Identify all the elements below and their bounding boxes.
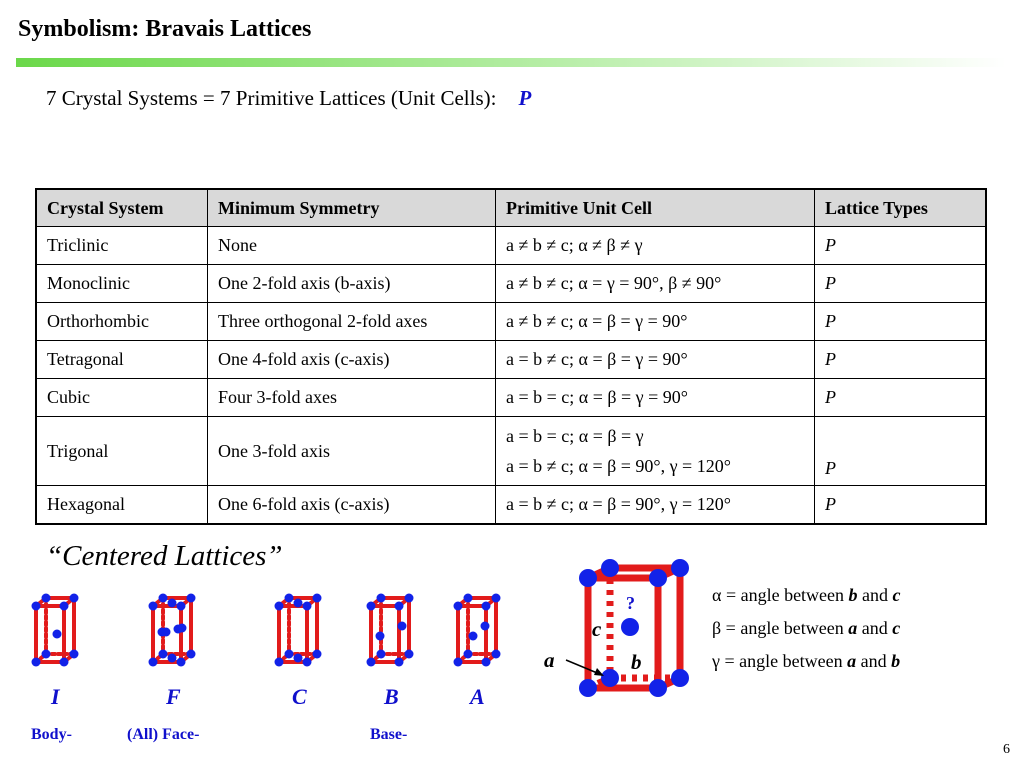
cell-system: Trigonal (36, 417, 208, 486)
label-B: B (384, 684, 399, 709)
cell-system: Triclinic (36, 227, 208, 265)
atom (303, 602, 312, 611)
atom (377, 594, 386, 603)
cell-symmetry: One 2-fold axis (b-axis) (208, 265, 496, 303)
atom (162, 628, 171, 637)
legend-greek: γ (712, 651, 720, 671)
caption-face: (All) Face- (127, 726, 200, 743)
cell-symmetry: One 6-fold axis (c-axis) (208, 486, 496, 525)
atom (482, 602, 491, 611)
atom (285, 650, 294, 659)
atom (294, 654, 303, 663)
atom (187, 650, 196, 659)
atom (42, 650, 51, 659)
label-A: A (470, 684, 485, 709)
cell-system: Hexagonal (36, 486, 208, 525)
atom (579, 569, 597, 587)
cell-unit-cell: a = b ≠ c; α = β = γ = 90° (496, 341, 815, 379)
cell-unit-cell: a ≠ b ≠ c; α = β = γ = 90° (496, 303, 815, 341)
cell-lattice-type: P (815, 265, 987, 303)
axis-label-b: b (631, 650, 642, 674)
atom (492, 594, 501, 603)
atom (601, 559, 619, 577)
atom (32, 658, 41, 667)
legend-beta: β = angle between a and c (712, 618, 901, 638)
atom (42, 594, 51, 603)
atom (313, 594, 322, 603)
header-lattice-types: Lattice Types (815, 189, 987, 227)
atom (174, 625, 183, 634)
slide-title: Symbolism: Bravais Lattices (18, 16, 312, 42)
atom (377, 650, 386, 659)
legend-greek: α (712, 585, 722, 605)
atom (149, 658, 158, 667)
cell-unit-cell: a ≠ b ≠ c; α ≠ β ≠ γ (496, 227, 815, 265)
atom (168, 654, 177, 663)
legend-greek: β (712, 618, 722, 638)
atom (159, 594, 168, 603)
unit-cell-F (149, 594, 196, 667)
atom (177, 602, 186, 611)
atom (579, 679, 597, 697)
atom (464, 594, 473, 603)
label-F: F (166, 684, 181, 709)
atom (275, 602, 284, 611)
label-C: C (292, 684, 307, 709)
cell-lattice-type: P (815, 341, 987, 379)
cell-unit-cell: a = b = c; α = β = γ = 90° (496, 379, 815, 417)
atom (649, 569, 667, 587)
atom (398, 622, 407, 631)
atom (159, 650, 168, 659)
atom (454, 602, 463, 611)
atom (70, 594, 79, 603)
atom (454, 658, 463, 667)
atom (621, 618, 639, 636)
atom (367, 602, 376, 611)
cell-system: Orthorhombic (36, 303, 208, 341)
atom (303, 658, 312, 667)
atom (405, 650, 414, 659)
caption-base: Base- (370, 726, 408, 743)
atom (601, 669, 619, 687)
cell-lattice-type: P (815, 303, 987, 341)
subtitle-text: 7 Crystal Systems = 7 Primitive Lattices (Unit Cells): (46, 86, 497, 110)
cell-system: Tetragonal (36, 341, 208, 379)
atom (60, 658, 69, 667)
atom (464, 650, 473, 659)
atom (70, 650, 79, 659)
atom (367, 658, 376, 667)
atom (405, 594, 414, 603)
header-primitive-unit-cell: Primitive Unit Cell (496, 189, 815, 227)
cell-unit-cell: a ≠ b ≠ c; α = γ = 90°, β ≠ 90° (496, 265, 815, 303)
atom (481, 622, 490, 631)
cell-unit-cell-line2: a = b ≠ c; α = β = 90°, γ = 120° (506, 456, 731, 476)
atom (313, 650, 322, 659)
cell-system: Monoclinic (36, 265, 208, 303)
axis-label-a: a (544, 648, 555, 672)
cell-lattice-type: P (815, 379, 987, 417)
cell-lattice-type: P (815, 417, 987, 486)
cell-system: Cubic (36, 379, 208, 417)
atom (294, 599, 303, 608)
arrowhead-a (594, 668, 604, 676)
atom (32, 602, 41, 611)
cell-unit-cell-line1: a = b = c; α = β = γ (506, 426, 644, 446)
page-number: 6 (1003, 742, 1010, 757)
cell-symmetry: One 3-fold axis (208, 417, 496, 486)
unit-cell-C (275, 594, 322, 667)
header-crystal-system: Crystal System (36, 189, 208, 227)
header-minimum-symmetry: Minimum Symmetry (208, 189, 496, 227)
atom (395, 602, 404, 611)
atom (649, 679, 667, 697)
subtitle-symbol: P (518, 86, 532, 110)
legend-alpha: α = angle between b and c (712, 585, 901, 605)
unit-cell-A (454, 594, 501, 667)
atom (275, 658, 284, 667)
atom (285, 594, 294, 603)
cell-lattice-type: P (815, 227, 987, 265)
label-I: I (51, 684, 60, 709)
atom (395, 658, 404, 667)
axis-label-c: c (592, 617, 602, 641)
atom (168, 599, 177, 608)
question-mark: ? (626, 593, 635, 613)
atom (492, 650, 501, 659)
atom (149, 602, 158, 611)
unit-cell-B (367, 594, 414, 667)
atom (187, 594, 196, 603)
cell-lattice-type: P (815, 486, 987, 525)
cell-symmetry: Three orthogonal 2-fold axes (208, 303, 496, 341)
atom (482, 658, 491, 667)
atom (671, 669, 689, 687)
atom (53, 630, 62, 639)
caption-body: Body- (31, 726, 72, 743)
cell-symmetry: None (208, 227, 496, 265)
cell-symmetry: One 4-fold axis (c-axis) (208, 341, 496, 379)
atom (469, 632, 478, 641)
centered-lattices-heading: “Centered Lattices” (46, 540, 283, 572)
cell-symmetry: Four 3-fold axes (208, 379, 496, 417)
atom (60, 602, 69, 611)
atom (177, 658, 186, 667)
atom (671, 559, 689, 577)
atom (376, 632, 385, 641)
unit-cell-I (32, 594, 79, 667)
legend-gamma: γ = angle between a and b (712, 651, 901, 671)
cell-unit-cell: a = b ≠ c; α = β = 90°, γ = 120° (496, 486, 815, 525)
